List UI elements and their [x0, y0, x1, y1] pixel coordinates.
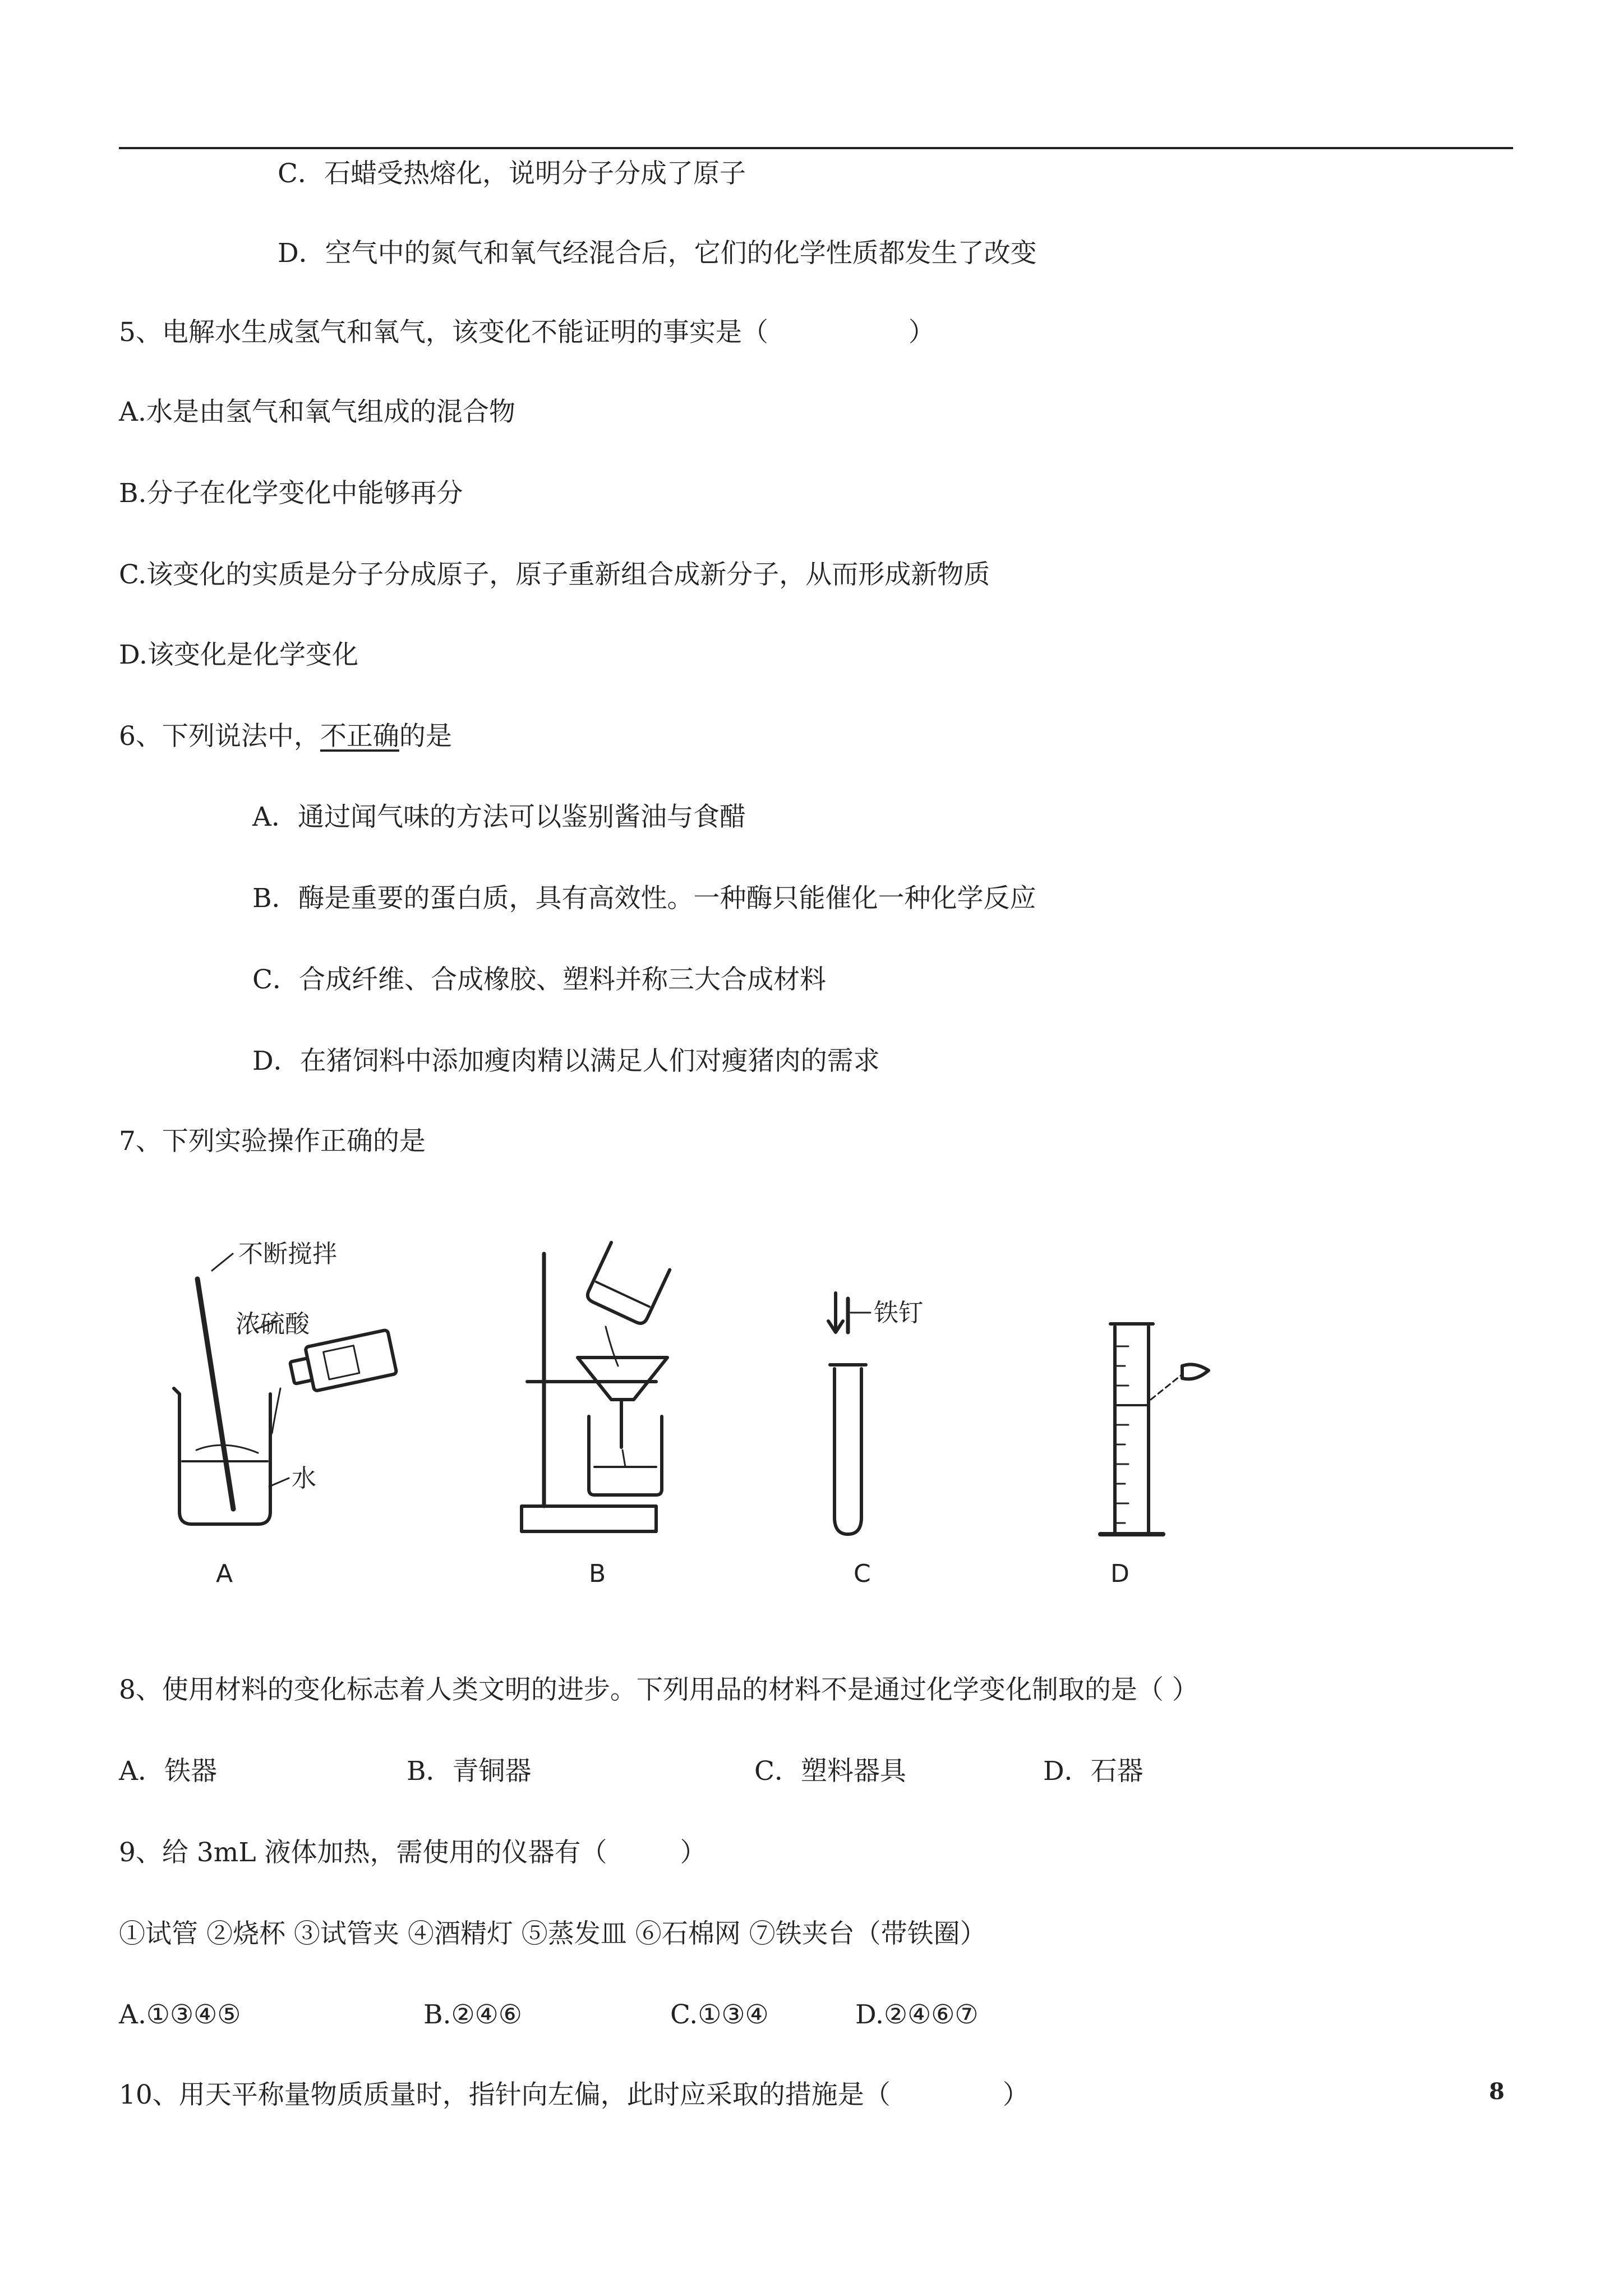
leader-stir — [212, 1254, 233, 1271]
q10-stem-close: ） — [1002, 2079, 1029, 2110]
funnel-icon — [578, 1358, 667, 1400]
apparatus-c — [828, 1293, 870, 1534]
pouring-beaker-icon — [585, 1243, 670, 1326]
q6-stem — [119, 720, 452, 753]
q6-option-c: C．合成纤维、合成橡胶、塑料并称三大合成材料 — [252, 964, 826, 995]
q5-stem — [119, 316, 935, 349]
q6-option-b: B．酶是重要的蛋白质，具有高效性。一种酶只能催化一种化学反应 — [252, 883, 1036, 914]
q9-instrument-list: ①试管 ②烧杯 ③试管夹 ④酒精灯 ⑤蒸发皿 ⑥石棉网 ⑦铁夹台（带铁圈） — [119, 1918, 986, 1949]
q10-stem — [119, 2078, 1029, 2112]
q9-stem — [119, 1836, 706, 1870]
q9-option-b: B.②④⑥ — [423, 1999, 522, 2030]
beaker-a-swirl — [196, 1445, 258, 1453]
q5-option-a: A.水是由氢气和氧气组成的混合物 — [119, 397, 515, 427]
label-b: B — [589, 1559, 606, 1588]
label-c: C — [854, 1559, 871, 1588]
apparatus-b — [522, 1243, 670, 1531]
q9-option-c: C.①③④ — [670, 1999, 769, 2030]
test-tube-icon — [834, 1369, 861, 1534]
label-a: A — [216, 1559, 233, 1588]
beaker-a-lip — [174, 1388, 179, 1394]
label-conc-acid: 浓硫酸 — [236, 1310, 310, 1338]
q7-figure-svg — [163, 1231, 1228, 1602]
q4-option-c: C．石蜡受热熔化，说明分子分成了原子 — [278, 158, 746, 189]
q8-option-c: C．塑料器具 — [754, 1756, 906, 1787]
q10-stem-text: 10、用天平称量物质质量时，指针向左偏，此时应采取的措施是（ — [119, 2079, 891, 2110]
acid-bottle-icon — [288, 1329, 397, 1395]
cylinder-graduations — [1115, 1346, 1128, 1523]
q8-stem: 8、使用材料的变化标志着人类文明的进步。下列用品的材料不是通过化学变化制取的是（ ） — [119, 1674, 1198, 1705]
label-water: 水 — [292, 1464, 316, 1493]
q7-figure — [163, 1231, 1228, 1604]
beaker-b-icon — [589, 1416, 662, 1495]
ring-stand-base-icon — [522, 1506, 656, 1531]
q7-stem: 7、下列实验操作正确的是 — [119, 1126, 426, 1157]
leader-water — [269, 1478, 289, 1487]
label-stir: 不断搅拌 — [238, 1240, 337, 1268]
page-number: 8 — [1489, 2078, 1505, 2105]
q5-option-c: C.该变化的实质是分子分成原子，原子重新组合成新分子，从而形成新物质 — [119, 559, 990, 590]
glass-rod-icon — [197, 1279, 233, 1509]
q6-stem-underlined: 不正确 — [320, 721, 399, 752]
label-d: D — [1110, 1559, 1129, 1588]
apparatus-d — [1100, 1324, 1209, 1534]
q5-option-d: D.该变化是化学变化 — [119, 639, 358, 670]
label-iron-nail: 铁钉 — [874, 1299, 923, 1327]
header-rule — [119, 147, 1513, 149]
q6-option-d: D．在猪饲料中添加瘦肉精以满足人们对瘦猪肉的需求 — [252, 1046, 880, 1076]
q6-option-a: A．通过闻气味的方法可以鉴别酱油与食醋 — [252, 802, 746, 832]
q8-option-d: D．石器 — [1043, 1756, 1144, 1787]
q5-stem-close: ） — [908, 317, 935, 348]
sight-line — [1151, 1374, 1182, 1400]
q9-stem-close: ） — [680, 1837, 707, 1868]
q5-stem-text: 5、电解水生成氢气和氧气，该变化不能证明的事实是（ — [119, 317, 768, 348]
q6-stem-pre: 6、下列说法中， — [119, 721, 320, 752]
q8-option-b: B．青铜器 — [407, 1756, 532, 1787]
q9-stem-text: 9、给 3mL 液体加热，需使用的仪器有（ — [119, 1837, 607, 1868]
q6-stem-post: 的是 — [399, 721, 452, 752]
filtrate-drop — [623, 1450, 625, 1467]
glass-rod-b — [606, 1327, 618, 1366]
q5-option-b: B.分子在化学变化中能够再分 — [119, 478, 463, 509]
eye-icon — [1182, 1364, 1209, 1379]
q9-option-d: D.②④⑥⑦ — [855, 1999, 979, 2030]
q9-option-a: A.①③④⑤ — [119, 1999, 241, 2030]
apparatus-a — [174, 1254, 396, 1524]
acid-stream — [272, 1388, 280, 1433]
q8-option-a: A．铁器 — [119, 1756, 217, 1787]
q4-option-d: D．空气中的氮气和氧气经混合后，它们的化学性质都发生了改变 — [278, 238, 1037, 269]
